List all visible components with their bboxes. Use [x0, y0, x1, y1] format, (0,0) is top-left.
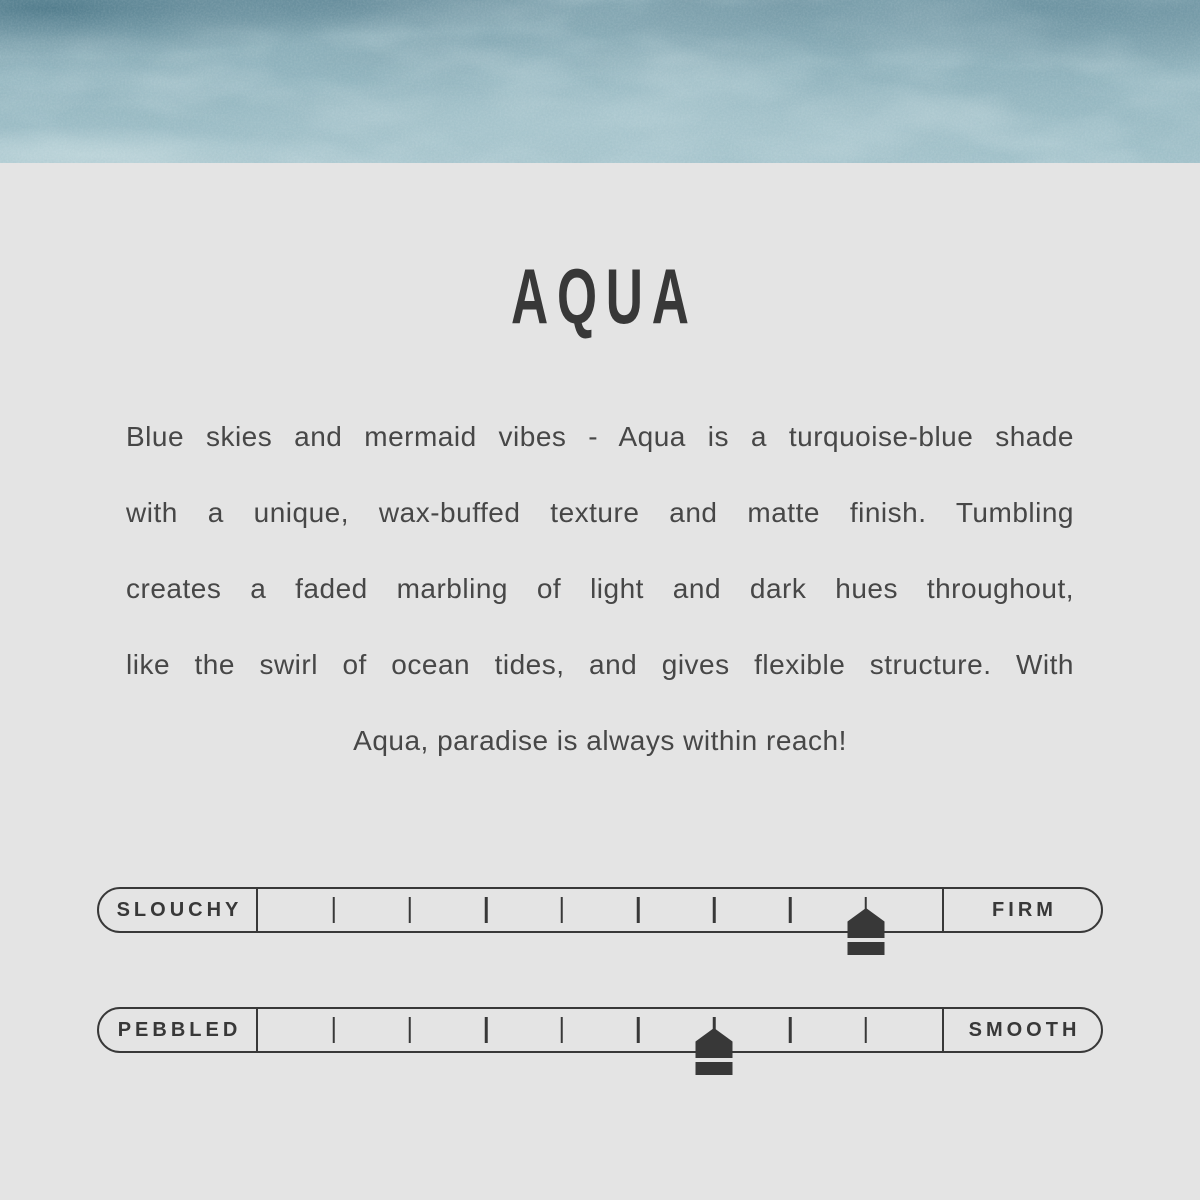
scale-right-label: SMOOTH — [942, 1009, 1101, 1051]
scale-tick — [561, 897, 564, 923]
color-description — [126, 399, 1074, 779]
scale-tick — [789, 897, 792, 923]
scale-tick — [333, 897, 336, 923]
color-name: AQUA — [511, 252, 698, 340]
scale-tick — [409, 1017, 412, 1043]
scale-right-label: FIRM — [942, 889, 1101, 931]
scale-tick — [561, 1017, 564, 1043]
scale-tick — [333, 1017, 336, 1043]
description-line: Blue skies and mermaid vibes - Aqua is a turquoise-blue shade — [126, 421, 1074, 452]
aqua-leather-texture-image — [0, 0, 1200, 163]
description-line: creates a faded marbling of light and dark hues throughout, — [126, 573, 1074, 604]
scale-tick — [485, 897, 488, 923]
attribute-scales — [97, 887, 1103, 1053]
scale-track — [258, 889, 942, 931]
page-title — [0, 252, 1200, 340]
scale-marker — [696, 1028, 733, 1075]
scale-tick — [713, 897, 716, 923]
description-line: like the swirl of ocean tides, and gives flexible structure. With — [126, 649, 1074, 680]
marker-pointer-icon — [696, 1028, 733, 1075]
scale-marker — [847, 908, 884, 955]
scale-tick — [485, 1017, 488, 1043]
leather-swatch-banner — [0, 0, 1200, 163]
scale-left-label: SLOUCHY — [99, 889, 258, 931]
scale-tick — [409, 897, 412, 923]
scale-tick — [865, 1017, 868, 1043]
scale-slouchy-firm — [97, 887, 1103, 933]
description-line: with a unique, wax-buffed texture and matte finish. Tumbling — [126, 497, 1074, 528]
scale-left-label: PEBBLED — [99, 1009, 258, 1051]
scale-tick — [789, 1017, 792, 1043]
scale-tick — [637, 1017, 640, 1043]
scale-pebbled-smooth — [97, 1007, 1103, 1053]
scale-tick — [637, 897, 640, 923]
marker-pointer-icon — [847, 908, 884, 955]
scale-track — [258, 1009, 942, 1051]
description-line: Aqua, paradise is always within reach! — [353, 725, 847, 756]
